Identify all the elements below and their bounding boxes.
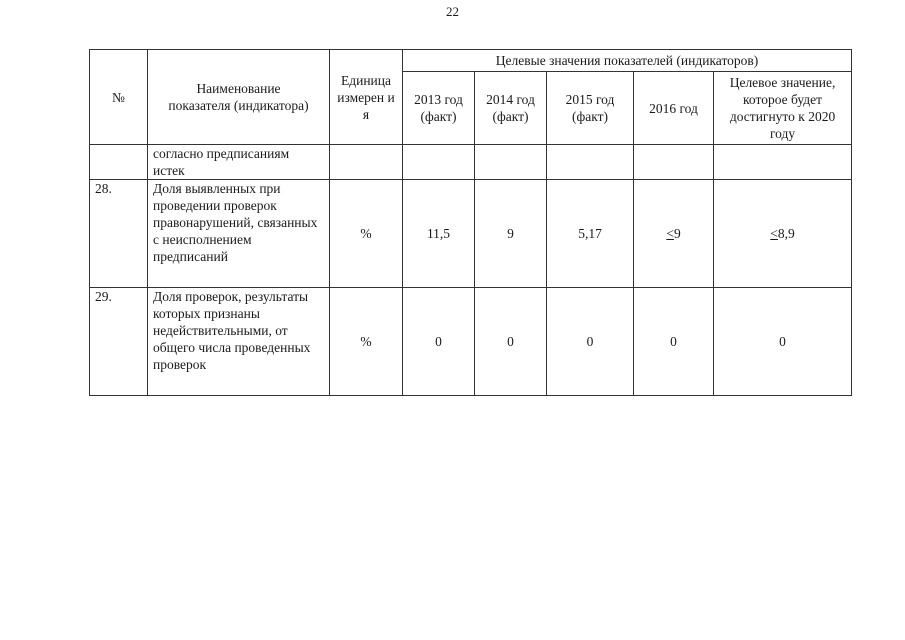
header-year-2016 — [634, 72, 714, 145]
row-num: 29. — [90, 288, 148, 396]
row-2014 — [475, 145, 547, 180]
header-num: № — [90, 50, 148, 145]
header-year-2016-line1: 2016 год — [649, 100, 698, 116]
header-row-1 — [90, 50, 852, 72]
row-2013 — [403, 145, 475, 180]
row-target-value: 8,9 — [777, 226, 795, 241]
header-year-2014-line2: (факт) — [492, 109, 529, 124]
row-2015: 5,17 — [547, 180, 634, 288]
header-year-2013-line1: 2013 год — [414, 92, 463, 107]
header-target-2020-text: Целевое значение, которое будет достигнуто к 2020 году — [729, 75, 836, 141]
row-2015 — [547, 145, 634, 180]
row-num — [90, 145, 148, 180]
header-unit-text: Единица измерен ия — [337, 72, 395, 122]
header-year-2015 — [547, 72, 634, 145]
row-name: согласно предписаниям истек — [148, 145, 330, 180]
header-year-2015-line2: (факт) — [571, 109, 608, 124]
row-2016 — [634, 180, 714, 288]
less-equal-symbol: < — [770, 226, 778, 241]
row-2016-value: 9 — [673, 226, 681, 241]
header-unit — [330, 50, 403, 145]
row-num: 28. — [90, 180, 148, 288]
header-year-2014 — [475, 72, 547, 145]
row-unit — [330, 145, 403, 180]
indicators-table — [89, 49, 852, 396]
row-target — [714, 145, 852, 180]
table-row — [90, 145, 852, 180]
page-number: 22 — [446, 4, 459, 19]
row-2013: 0 — [403, 288, 475, 396]
header-year-2015-line1: 2015 год — [565, 92, 615, 107]
row-2013: 11,5 — [403, 180, 475, 288]
table-row — [90, 180, 852, 288]
row-name: Доля выявленных при проведении проверок правонарушений, связанных с неисполнением предписаний — [148, 180, 330, 288]
row-target — [714, 180, 852, 288]
row-2016: 0 — [634, 288, 714, 396]
row-2015: 0 — [547, 288, 634, 396]
header-year-2013 — [403, 72, 475, 145]
header-year-2014-line1: 2014 год — [486, 92, 535, 107]
header-target-2020 — [714, 72, 852, 145]
header-name-text: Наименование показателя (индикатора) — [168, 81, 309, 113]
row-name: Доля проверок, результаты которых признаны недействительными, от общего числа проведенных проверок — [148, 288, 330, 396]
less-equal-symbol: < — [666, 226, 674, 241]
row-unit: % — [330, 180, 403, 288]
row-2014: 0 — [475, 288, 547, 396]
header-target-group: Целевые значения показателей (индикаторов) — [403, 50, 852, 72]
row-2016 — [634, 145, 714, 180]
row-2014: 9 — [475, 180, 547, 288]
row-target: 0 — [714, 288, 852, 396]
table-row — [90, 288, 852, 396]
row-unit: % — [330, 288, 403, 396]
header-year-2013-line2: (факт) — [420, 109, 457, 124]
header-name — [148, 50, 330, 145]
